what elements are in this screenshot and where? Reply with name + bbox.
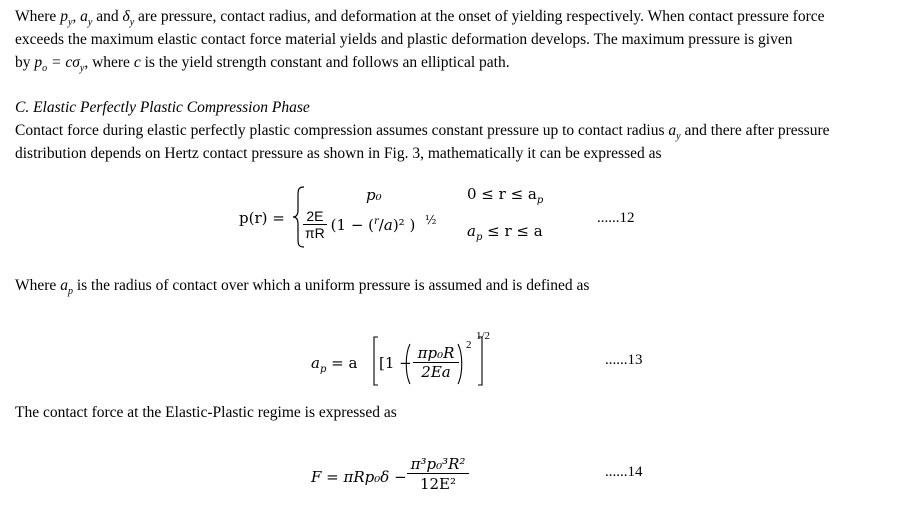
math-delta-y: $\delta_y$ — [122, 8, 135, 29]
equation-number-14: ......14 — [605, 464, 643, 480]
paragraph-line: Where $p_y$, $a_y$ and $\delta_y$ are pressure, contact radius, and deformation at the onset of yielding respectively. When contact pressure force — [15, 8, 825, 29]
equation-number-13: ......13 — [605, 352, 643, 368]
eq12-coefficient: $\frac{2E}{\pi R}$ — [305, 208, 325, 241]
eq12-case2-condition: $a_p \le r \le a$ — [467, 222, 543, 243]
math-py-ay: $p_y$, $a_y$ — [60, 8, 93, 29]
math-ay: $a_y$ — [668, 122, 681, 143]
math-ap: $a_p$ — [60, 277, 73, 298]
eq13-outer-power: 1/2 — [476, 330, 491, 342]
paragraph-line: by $p_o = c\sigma_y$, where c is the yield strength constant and follows an elliptical path. — [15, 54, 510, 75]
paragraph-compression — [15, 119, 901, 165]
math-po-equals: $p_o = c\sigma_y$ — [34, 54, 85, 75]
eq12-lhs: p(r) = — [239, 209, 285, 227]
math-c: c — [133, 54, 141, 71]
paragraph-line: Contact force during elastic perfectly plastic compression assumes constant pressure up to contact radius $a_y$ and there after pressure — [15, 122, 830, 143]
paragraph-contact-force: The contact force at the Elastic-Plastic regime is expressed as — [15, 404, 397, 421]
paragraph-yield-onset — [15, 5, 901, 74]
paragraph-line: distribution depends on Hertz contact pressure as shown in Fig. 3, mathematically it can be expressed as — [15, 145, 662, 162]
eq13-lhs: $a_p = a$ — [311, 354, 358, 375]
section-heading: C. Elastic Perfectly Plastic Compression Phase — [15, 99, 310, 116]
eq12-case2 — [303, 208, 436, 241]
paragraph-radius-definition: Where $a_p$ is the radius of contact over which a uniform pressure is assumed and is defined as — [15, 277, 590, 298]
eq13-fraction: πp₀R 2Ea — [413, 345, 459, 382]
eq13-inner-open: [1 − — [379, 354, 412, 372]
eq12-case2-expression: (1 − ($^r$/a)² ) $^{\frac{1}{2}}$ — [330, 212, 437, 234]
eq12-case1-condition: $0 \le r \le a_p$ — [467, 185, 544, 206]
eq14-lhs: F = πRp₀δ − — [311, 468, 407, 486]
eq12-case1-value: p₀ — [366, 186, 382, 204]
eq13-inner-power: 2 — [466, 339, 472, 351]
paragraph-line: exceeds the maximum elastic contact force material yields and plastic deformation develops. The maximum pressure is given — [15, 31, 793, 48]
eq14-fraction: π³p₀³R² 12E² — [407, 455, 469, 494]
equation-number-12: ......12 — [597, 210, 635, 226]
